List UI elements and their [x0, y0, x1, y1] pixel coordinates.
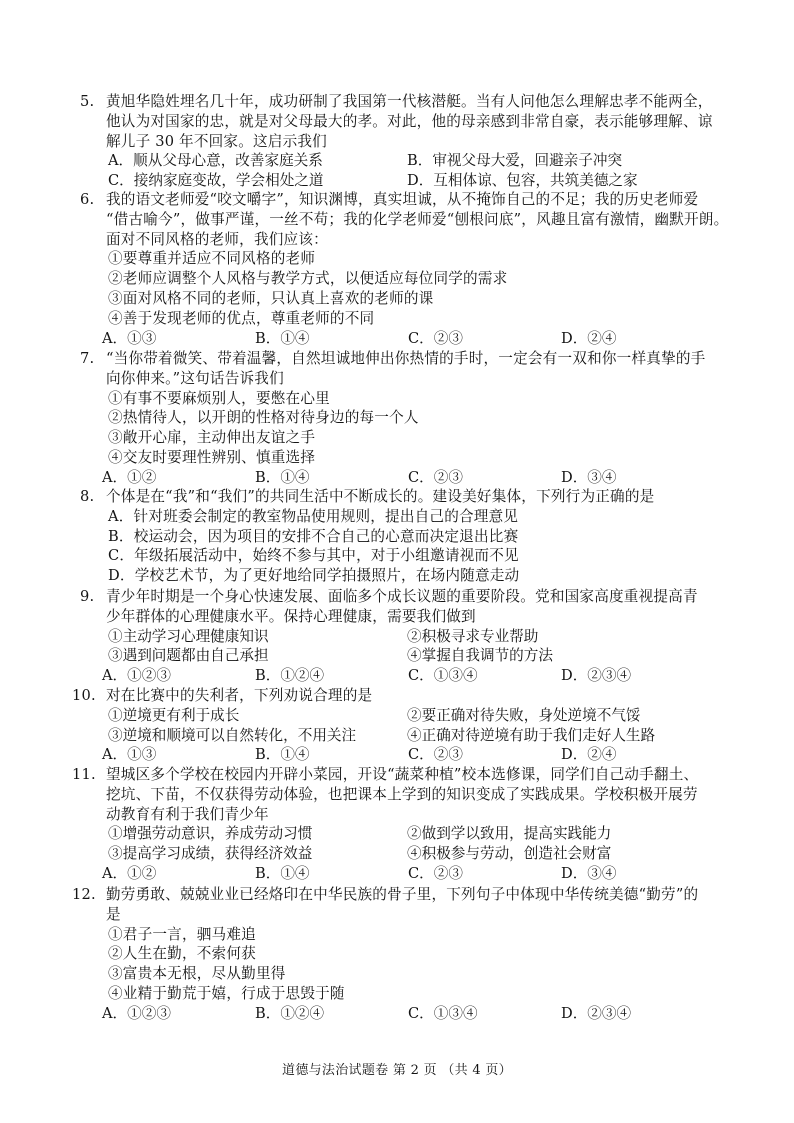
statement-item: ③提高学习成绩，获得经济效益	[108, 845, 313, 863]
answer-choice: B．①④	[255, 329, 310, 347]
question-stem-line: 青少年时期是一个身心快速发展、面临多个成长议题的重要阶段。党和国家高度重视提高青	[106, 588, 698, 605]
statement-item: ①君子一言，驷马难追	[108, 925, 256, 943]
question-stem-line: 少年群体的心理健康水平。保持心理健康，需要我们做到	[106, 607, 476, 625]
answer-choice: D．③④	[561, 865, 617, 882]
statement-item: ①要尊重并适应不同风格的老师	[108, 250, 316, 268]
question-stem-line: “当你带着微笑、带着温馨，自然坦诚地伸出你热情的手时，一定会有一双和你一样真挚的手	[106, 350, 706, 367]
question-stem-line: 望城区多个学校在校园内开辟小菜园，开设“蔬菜种植”校本选修课，同学们自己动手翻土、	[106, 766, 699, 783]
question-stem-line: 面对不同风格的老师，我们应该：	[106, 230, 328, 248]
question-stem-line: 动教育有利于我们青少年	[106, 805, 269, 823]
statement-item: ②做到学以致用，提高实践能力	[407, 825, 612, 843]
question-stem-line: 他认为对国家的忠，就是对父母最大的孝。对此，他的母亲感到非常自豪，表示能够理解、谅	[106, 112, 713, 130]
question-stem-line: 黄旭华隐姓埋名几十年，成功研制了我国第一代核潜艇。当有人问他怎么理解忠孝不能两全，	[106, 93, 713, 110]
statement-item: ③敞开心扉，主动伸出友谊之手	[108, 429, 316, 447]
statement-item: ①主动学习心理健康知识	[108, 627, 269, 645]
statement-item: ④业精于勤荒于嬉，行成于思毁于随	[108, 985, 345, 1002]
statement-item: ③遇到问题都由自己承担	[108, 647, 269, 665]
answer-choice: A．①②③	[102, 667, 171, 685]
question-number: 6.	[80, 191, 95, 208]
statement-item: ①有事不要麻烦别人，要憋在心里	[108, 389, 330, 407]
page-footer: 道德与法治试题卷 第 2 页 （共 4 页）	[282, 1063, 512, 1078]
question-number: 7.	[80, 350, 95, 367]
statement-item: ②要正确对待失败，身处逆境不气馁	[407, 706, 641, 724]
answer-choice: A．①③	[102, 746, 157, 764]
statement-item: ①逆境更有利于成长	[108, 706, 240, 724]
question-number: 9.	[80, 588, 95, 605]
question-stem-line: 挖坑、下苗，不仅获得劳动体验，也把课本上学到的知识变成了实践成果。学校积极开展劳	[106, 785, 698, 803]
statement-item: ④正确对待逆境有助于我们走好人生路	[407, 726, 656, 744]
answer-choice: D．③④	[561, 468, 617, 486]
question-stem-line: 向你伸来。”这句话告诉我们	[106, 369, 284, 387]
answer-choice: C．②③	[408, 746, 463, 764]
choice-option: D．学校艺术节，为了更好地给同学拍摄照片，在场内随意走动	[108, 567, 520, 585]
answer-choice: B．①④	[255, 865, 310, 882]
choice-option: A．顺从父母心意，改善家庭关系	[108, 152, 323, 170]
statement-item: ②热情待人，以开朗的性格对待身边的每一个人	[108, 409, 419, 427]
answer-choice: D．②④	[561, 329, 617, 347]
statement-item: ①增强劳动意识，养成劳动习惯	[108, 825, 313, 843]
answer-choice: C．②③	[408, 329, 463, 347]
statement-item: ②积极寻求专业帮助	[407, 627, 539, 645]
question-stem-line: “借古喻今”，做事严谨，一丝不苟；我的化学老师爱“刨根问底”，风趣且富有激情，幽默开朗。	[106, 210, 729, 228]
answer-choice: C．②③	[408, 865, 463, 882]
question-stem-line: 解儿子 30 年不回家。这启示我们	[106, 132, 327, 150]
answer-choice: B．①②④	[255, 667, 325, 685]
answer-choice: D．②③④	[561, 667, 632, 685]
choice-option: C．接纳家庭变故，学会相处之道	[108, 172, 324, 190]
statement-item: ④善于发现老师的优点，尊重老师的不同	[108, 309, 375, 327]
choice-option: C．年级拓展活动中，始终不参与其中，对于小组邀请视而不见	[108, 547, 519, 565]
statement-item: ③富贵本无根，尽从勤里得	[108, 965, 286, 983]
question-stem-line: 对在比赛中的失利者，下列劝说合理的是	[106, 687, 373, 704]
answer-choice: C．①③④	[408, 667, 478, 685]
answer-choice: A．①②	[102, 468, 157, 486]
question-number: 12.	[72, 886, 96, 903]
choice-option: B．校运动会，因为项目的安排不合自己的心意而决定退出比赛	[108, 527, 519, 545]
answer-choice: C．②③	[408, 468, 463, 486]
answer-choice: B．①②④	[255, 1004, 325, 1022]
answer-choice: A．①②③	[102, 1004, 171, 1022]
question-number: 5.	[80, 93, 95, 110]
answer-choice: A．①②	[102, 865, 157, 882]
question-stem-line: 我的语文老师爱“咬文嚼字”，知识渊博，真实坦诚，从不掩饰自己的不足；我的历史老师爱	[106, 191, 699, 208]
statement-item: ③面对风格不同的老师，只认真上喜欢的老师的课	[108, 290, 434, 307]
answer-choice: C．①③④	[408, 1004, 478, 1022]
answer-choice: D．②③④	[561, 1004, 632, 1022]
answer-choice: D．②④	[561, 746, 617, 764]
question-stem-line: 勤劳勇敢、兢兢业业已经烙印在中华民族的骨子里，下列句子中体现中华传统美德“勤劳”的	[106, 886, 699, 903]
answer-choice: A．①③	[102, 329, 157, 347]
choice-option: B．审视父母大爱，回避亲子冲突	[407, 152, 623, 170]
answer-choice: B．①④	[255, 746, 310, 764]
statement-item: ③逆境和顺境可以自然转化，不用关注	[108, 726, 357, 744]
statement-item: ④积极参与劳动，创造社会财富	[407, 845, 612, 863]
question-number: 8.	[80, 488, 95, 505]
statement-item: ④掌握自我调节的方法	[407, 647, 553, 665]
choice-option: A．针对班委会制定的教室物品使用规则，提出自己的合理意见	[108, 507, 519, 525]
question-number: 10.	[72, 687, 96, 704]
statement-item: ②人生在勤，不索何获	[108, 945, 256, 963]
choice-option: D．互相体谅、包容，共筑美德之家	[407, 172, 638, 190]
question-number: 11.	[72, 766, 96, 783]
question-stem-line: 是	[106, 905, 121, 923]
question-stem-line: 个体是在“我”和“我们”的共同生活中不断成长的。建设美好集体，下列行为正确的是	[106, 488, 655, 505]
answer-choice: B．①④	[255, 468, 310, 486]
statement-item: ②老师应调整个人风格与教学方式，以便适应每位同学的需求	[108, 270, 508, 288]
statement-item: ④交友时要理性辨别、慎重选择	[108, 449, 316, 466]
